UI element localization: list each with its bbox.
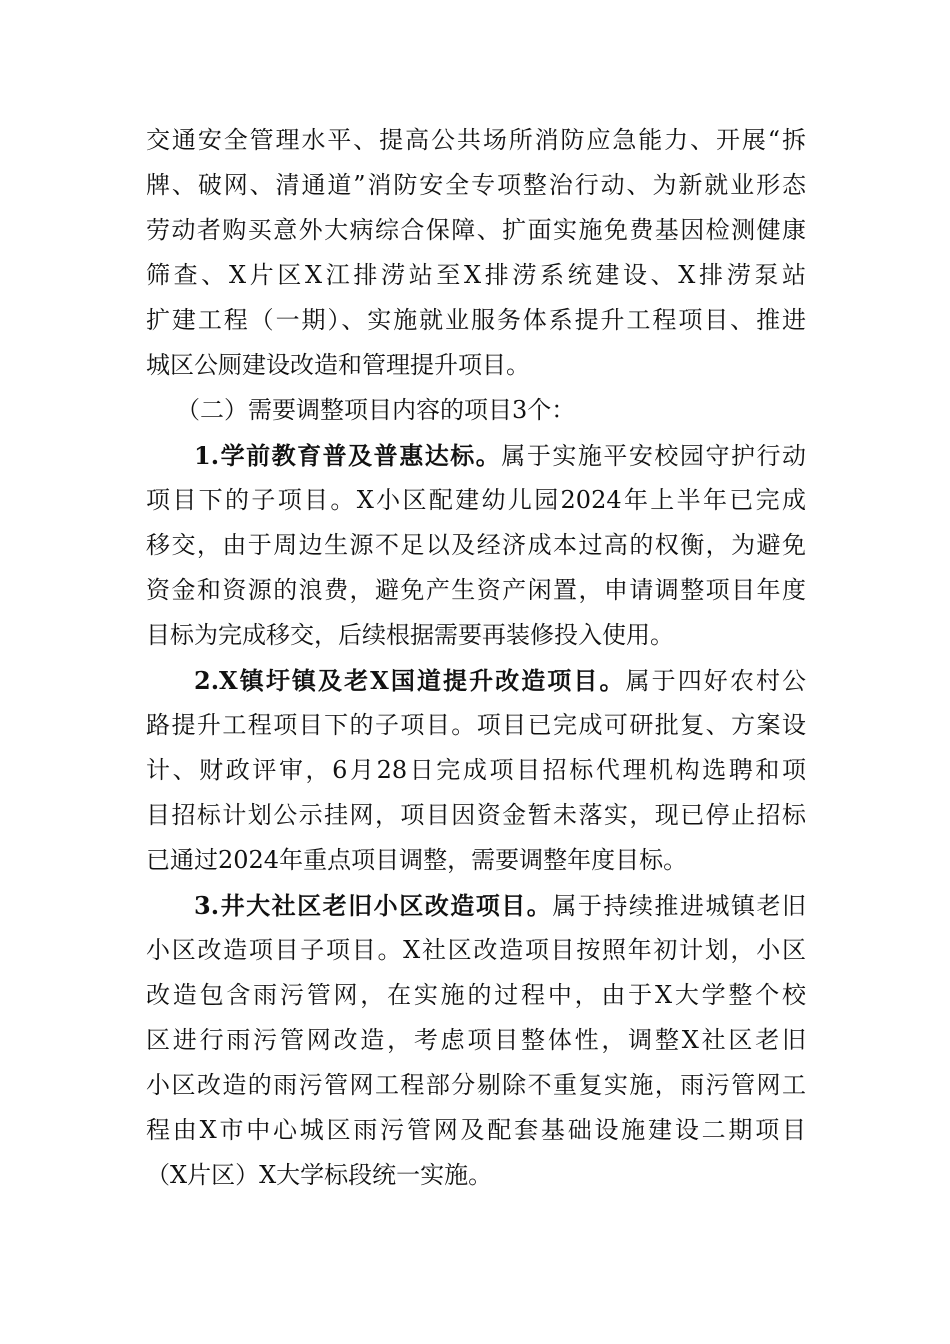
item-2-first-line [146, 658, 806, 703]
item-1-first-line-rest: 属于实施平安校园守护行动 [501, 442, 806, 470]
item-3-line: 小区改造的雨污管网工程部分剔除不重复实施，雨污管网工 [146, 1071, 806, 1099]
item-3-title: 3.井大社区老旧小区改造项目。 [194, 891, 553, 920]
item-3-line: 小区改造项目子项目。X社区改造项目按照年初计划，小区 [146, 936, 806, 964]
paragraph-1-line: 劳动者购买意外大病综合保障、扩面实施免费基因检测健康 [146, 216, 806, 244]
paragraph-1-line: 筛查、X片区X江排涝站至X排涝系统建设、X排涝泵站 [146, 261, 806, 289]
item-2-line: 已通过2024年重点项目调整，需要调整年度目标。 [146, 846, 688, 874]
paragraph-1-line: 扩建工程（一期）、实施就业服务体系提升工程项目、推进 [146, 306, 806, 334]
item-3-first-line-rest: 属于持续推进城镇老旧 [552, 892, 806, 920]
item-1-title: 1.学前教育普及普惠达标。 [194, 441, 502, 470]
paragraph-1-line: 牌、破网、清通道”消防安全专项整治行动、为新就业形态 [146, 171, 806, 199]
document-body [146, 118, 806, 1198]
item-1-line: 目标为完成移交，后续根据需要再装修投入使用。 [146, 621, 674, 649]
paragraph-1-line: 城区公厕建设改造和管理提升项目。 [146, 351, 530, 379]
item-3-line: 改造包含雨污管网，在实施的过程中，由于X大学整个校 [146, 981, 806, 1009]
item-3-line: 区进行雨污管网改造，考虑项目整体性，调整X社区老旧 [146, 1026, 806, 1054]
paragraph-1-line: 交通安全管理水平、提高公共场所消防应急能力、开展“拆 [146, 126, 806, 154]
item-2-line: 计、财政评审，6月28日完成项目招标代理机构选聘和项 [146, 756, 806, 784]
item-1-line: 项目下的子项目。X小区配建幼儿园2024年上半年已完成 [146, 486, 806, 514]
item-3-first-line [146, 883, 806, 928]
item-2-title: 2.X镇圩镇及老X国道提升改造项目。 [194, 666, 626, 695]
item-1-first-line [146, 433, 806, 478]
item-2-line: 目招标计划公示挂网，项目因资金暂未落实，现已停止招标 [146, 801, 806, 829]
item-1-line: 移交，由于周边生源不足以及经济成本过高的权衡，为避免 [146, 531, 806, 559]
item-1-line: 资金和资源的浪费，避免产生资产闲置，申请调整项目年度 [146, 576, 806, 604]
item-2-line: 路提升工程项目下的子项目。项目已完成可研批复、方案设 [146, 711, 806, 739]
section-heading: （二）需要调整项目内容的项目3个： [176, 396, 576, 424]
item-2-first-line-rest: 属于四好农村公 [625, 667, 806, 695]
item-3-line: （X片区）X大学标段统一实施。 [146, 1161, 493, 1189]
item-3-line: 程由X市中心城区雨污管网及配套基础设施建设二期项目 [146, 1116, 806, 1144]
